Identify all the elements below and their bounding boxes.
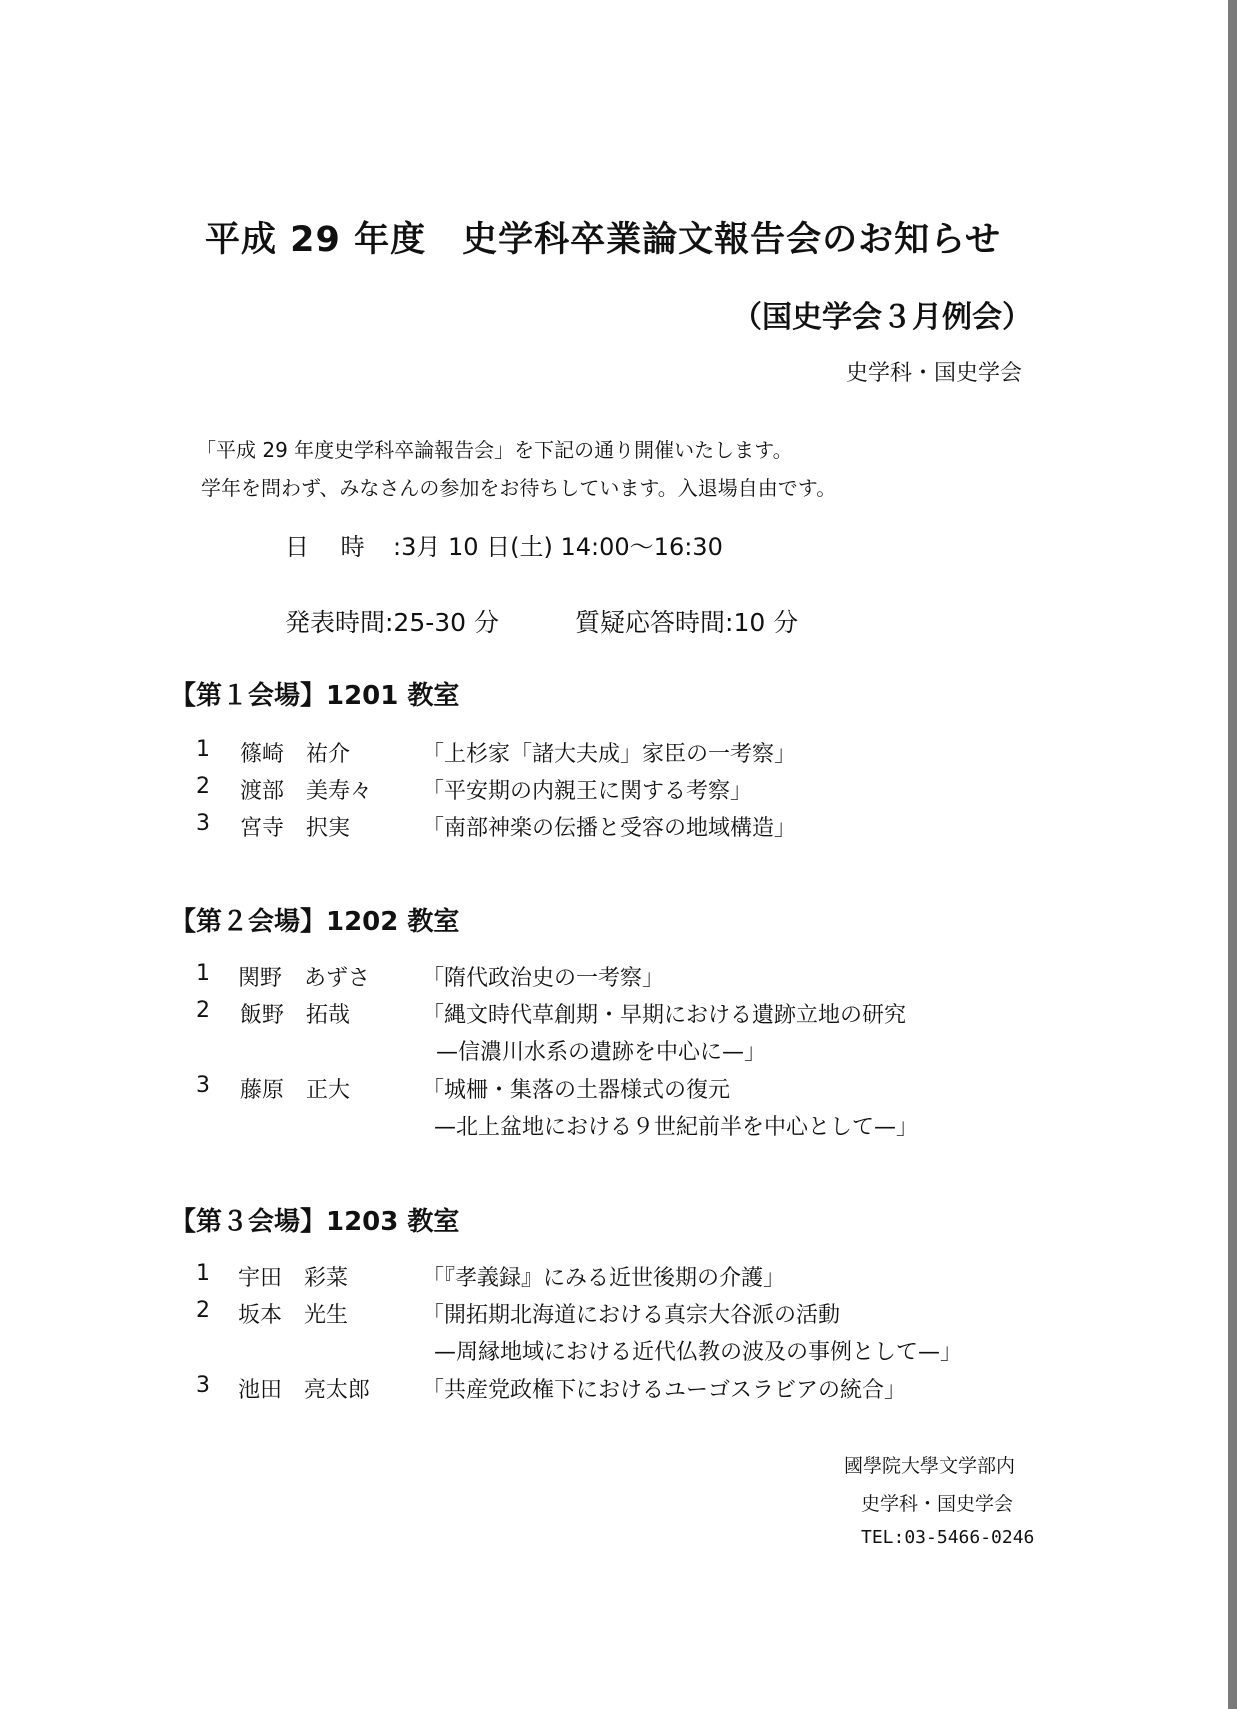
datetime-value: :3月 10 日(土) 14:00～16:30 xyxy=(393,533,723,561)
event-datetime xyxy=(285,527,723,562)
viewer-edge xyxy=(1228,0,1237,1709)
talk-topic-line-2: —北上盆地における９世紀前半を中心として—」 xyxy=(434,1115,919,1140)
qa-duration: 質疑応答時間:10 分 xyxy=(575,608,799,637)
organizer: 史学科・国史学会 xyxy=(846,361,1023,386)
talk-topic: 「隋代政治史の一考察」 xyxy=(422,966,665,991)
presenter-name: 関野 あずさ xyxy=(238,966,371,991)
presenter-name: 池田 亮太郎 xyxy=(238,1378,371,1403)
talk-topic: 「南部神楽の伝播と受容の地域構造」 xyxy=(422,816,797,841)
talk-topic-line-2: —信濃川水系の遺跡を中心に—」 xyxy=(436,1040,767,1065)
talk-number: 1 xyxy=(196,961,210,986)
footer-affiliation: 國學院大學文学部内 xyxy=(844,1455,1016,1477)
page-title: 平成 29 年度 史学科卒業論文報告会のお知らせ xyxy=(205,220,1002,260)
talk-topic: 「上杉家「諸大夫成」家臣の一考察」 xyxy=(422,742,797,767)
talk-topic: 「共産党政権下におけるユーゴスラビアの統合」 xyxy=(422,1378,907,1403)
talk-number: 1 xyxy=(196,737,210,762)
intro-line-2: 学年を問わず、みなさんの参加をお待ちしています。入退場自由です。 xyxy=(201,476,837,500)
talk-topic-line-1: 「縄文時代草創期・早期における遺跡立地の研究 xyxy=(422,1003,907,1028)
presenter-name: 宇田 彩菜 xyxy=(238,1266,349,1291)
talk-number: 3 xyxy=(196,1073,210,1098)
session-1-title: 【第１会場】1201 教室 xyxy=(170,681,460,711)
session-3-title: 【第３会場】1203 教室 xyxy=(170,1207,460,1237)
presenter-name: 渡部 美寿々 xyxy=(240,779,373,804)
datetime-label: 日 時 xyxy=(285,533,365,561)
presenter-name: 坂本 光生 xyxy=(238,1303,349,1328)
talk-number: 3 xyxy=(196,811,210,836)
footer-tel: TEL:03-5466-0246 xyxy=(861,1527,1035,1548)
talk-topic: 「平安期の内親王に関する考察」 xyxy=(422,779,753,804)
talk-topic: 「『孝義録』にみる近世後期の介護」 xyxy=(422,1266,786,1291)
page-subtitle: （国史学会３月例会） xyxy=(732,300,1032,335)
talk-topic-line-2: —周縁地域における近代仏教の波及の事例として—」 xyxy=(434,1340,963,1365)
talk-topic-line-1: 「城柵・集落の土器様式の復元 xyxy=(422,1078,731,1103)
durations xyxy=(285,603,798,639)
presentation-duration: 発表時間:25-30 分 xyxy=(285,608,500,637)
talk-number: 1 xyxy=(196,1261,210,1286)
talk-topic-line-1: 「開拓期北海道における真宗大谷派の活動 xyxy=(422,1303,841,1328)
session-2-title: 【第２会場】1202 教室 xyxy=(170,907,460,937)
presenter-name: 藤原 正大 xyxy=(240,1078,351,1103)
talk-number: 2 xyxy=(196,1298,210,1323)
intro-line-1: 「平成 29 年度史学科卒論報告会」を下記の通り開催いたします。 xyxy=(196,438,793,462)
talk-number: 2 xyxy=(196,998,210,1023)
presenter-name: 宮寺 択実 xyxy=(240,816,351,841)
talk-number: 3 xyxy=(196,1373,210,1398)
presenter-name: 篠崎 祐介 xyxy=(240,742,351,767)
presenter-name: 飯野 拓哉 xyxy=(240,1003,351,1028)
footer-organizer: 史学科・国史学会 xyxy=(861,1493,1014,1515)
talk-number: 2 xyxy=(196,774,210,799)
